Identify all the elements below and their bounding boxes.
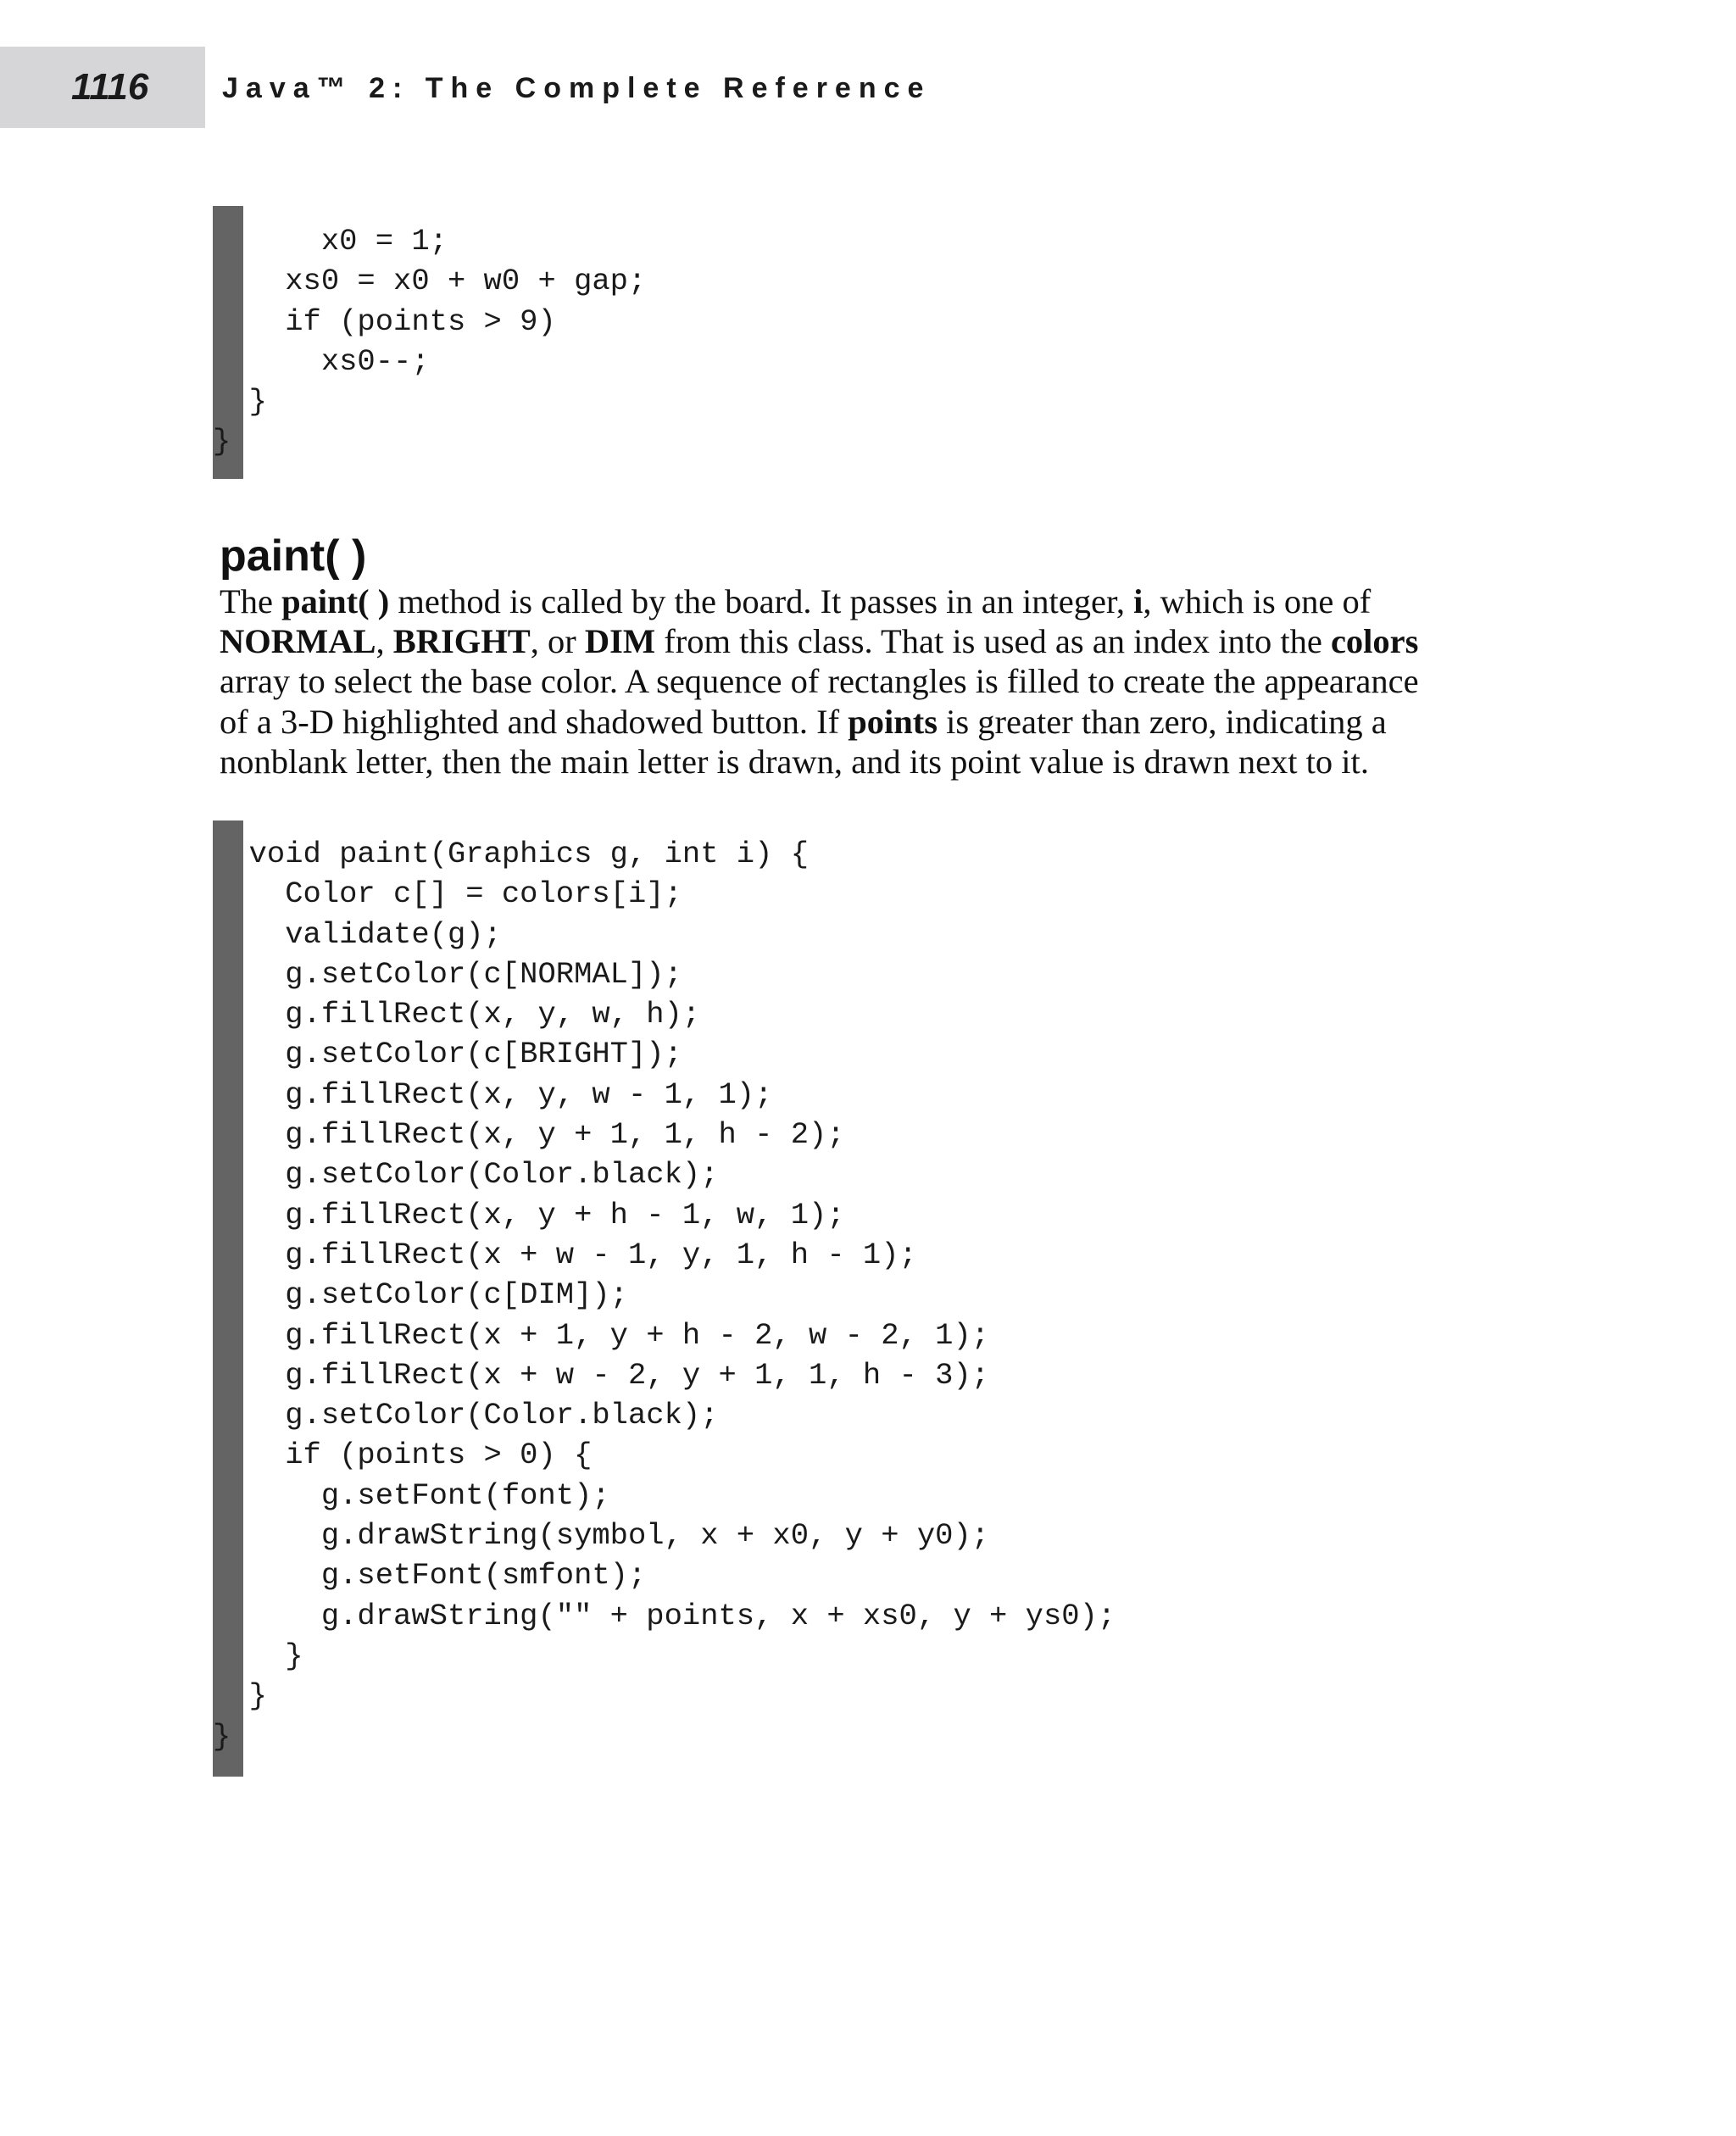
paragraph-line-5: nonblank letter, then the main letter is drawn, and its point value is drawn next to it. <box>220 742 1369 781</box>
paragraph-line-1 <box>220 581 1525 621</box>
text-run: from this class. That is used as an index into the <box>655 622 1331 661</box>
text-run: of a 3-D highlighted and shadowed button. If <box>220 702 849 741</box>
text-run: is greater than zero, indicating a <box>938 702 1387 741</box>
bold-term: colors <box>1330 622 1419 661</box>
text-run: , which is one of <box>1143 582 1372 620</box>
bold-term: DIM <box>584 622 656 661</box>
page-number: 1116 <box>71 66 149 108</box>
bold-term: BRIGHT <box>392 622 531 661</box>
paragraph-line-3: array to select the base color. A sequence of rectangles is filled to create the appearance <box>220 662 1419 701</box>
text-run: , or <box>530 622 585 661</box>
text-run: , <box>376 622 393 661</box>
code-listing-text: x0 = 1; xs0 = x0 + w0 + gap; if (points > 9) xs0--; } } <box>213 224 647 459</box>
bold-term: NORMAL <box>220 622 376 661</box>
bold-term: i <box>1133 582 1143 620</box>
bold-term: points <box>848 702 938 741</box>
paragraph-line-2 <box>220 621 1525 661</box>
running-head: Java™ 2: The Complete Reference <box>222 72 932 104</box>
paragraph-line-4 <box>220 702 1525 742</box>
code-listing-text: void paint(Graphics g, int i) { Color c[] = colors[i]; validate(g); g.setColor(c[NORMAL]); g.fillRect(x, y, w, h); g.setColor(c[BRIGHT]); g.fillRect(x, y, w - 1, 1); g.fillRect(x, y + 1, 1, h - 2); g.setColor(Color.black); g.fillRect(x, y + h - 1, w, 1); g.fillRect(x + w - 1, y, 1, h - 1); g.setColor(c[DIM]); g.fillRect(x + 1, y + h - 2, w - 2, 1); g.fillRect(x + w - 2, y + 1, 1, h - 3); g.setColor(Color.black); if (points > 0) { g.setFont(font); g.drawString(symbol, x + x0, y + y0); g.setFont(smfont); g.drawString("" + points, x + xs0, y + ys0); } } } <box>213 837 1116 1754</box>
text-run: method is called by the board. It passes in an integer, <box>389 582 1134 620</box>
bold-term: paint( ) <box>281 582 390 620</box>
section-heading: paint( ) <box>220 531 367 581</box>
body-paragraph <box>220 581 1525 782</box>
text-run: The <box>220 582 282 620</box>
